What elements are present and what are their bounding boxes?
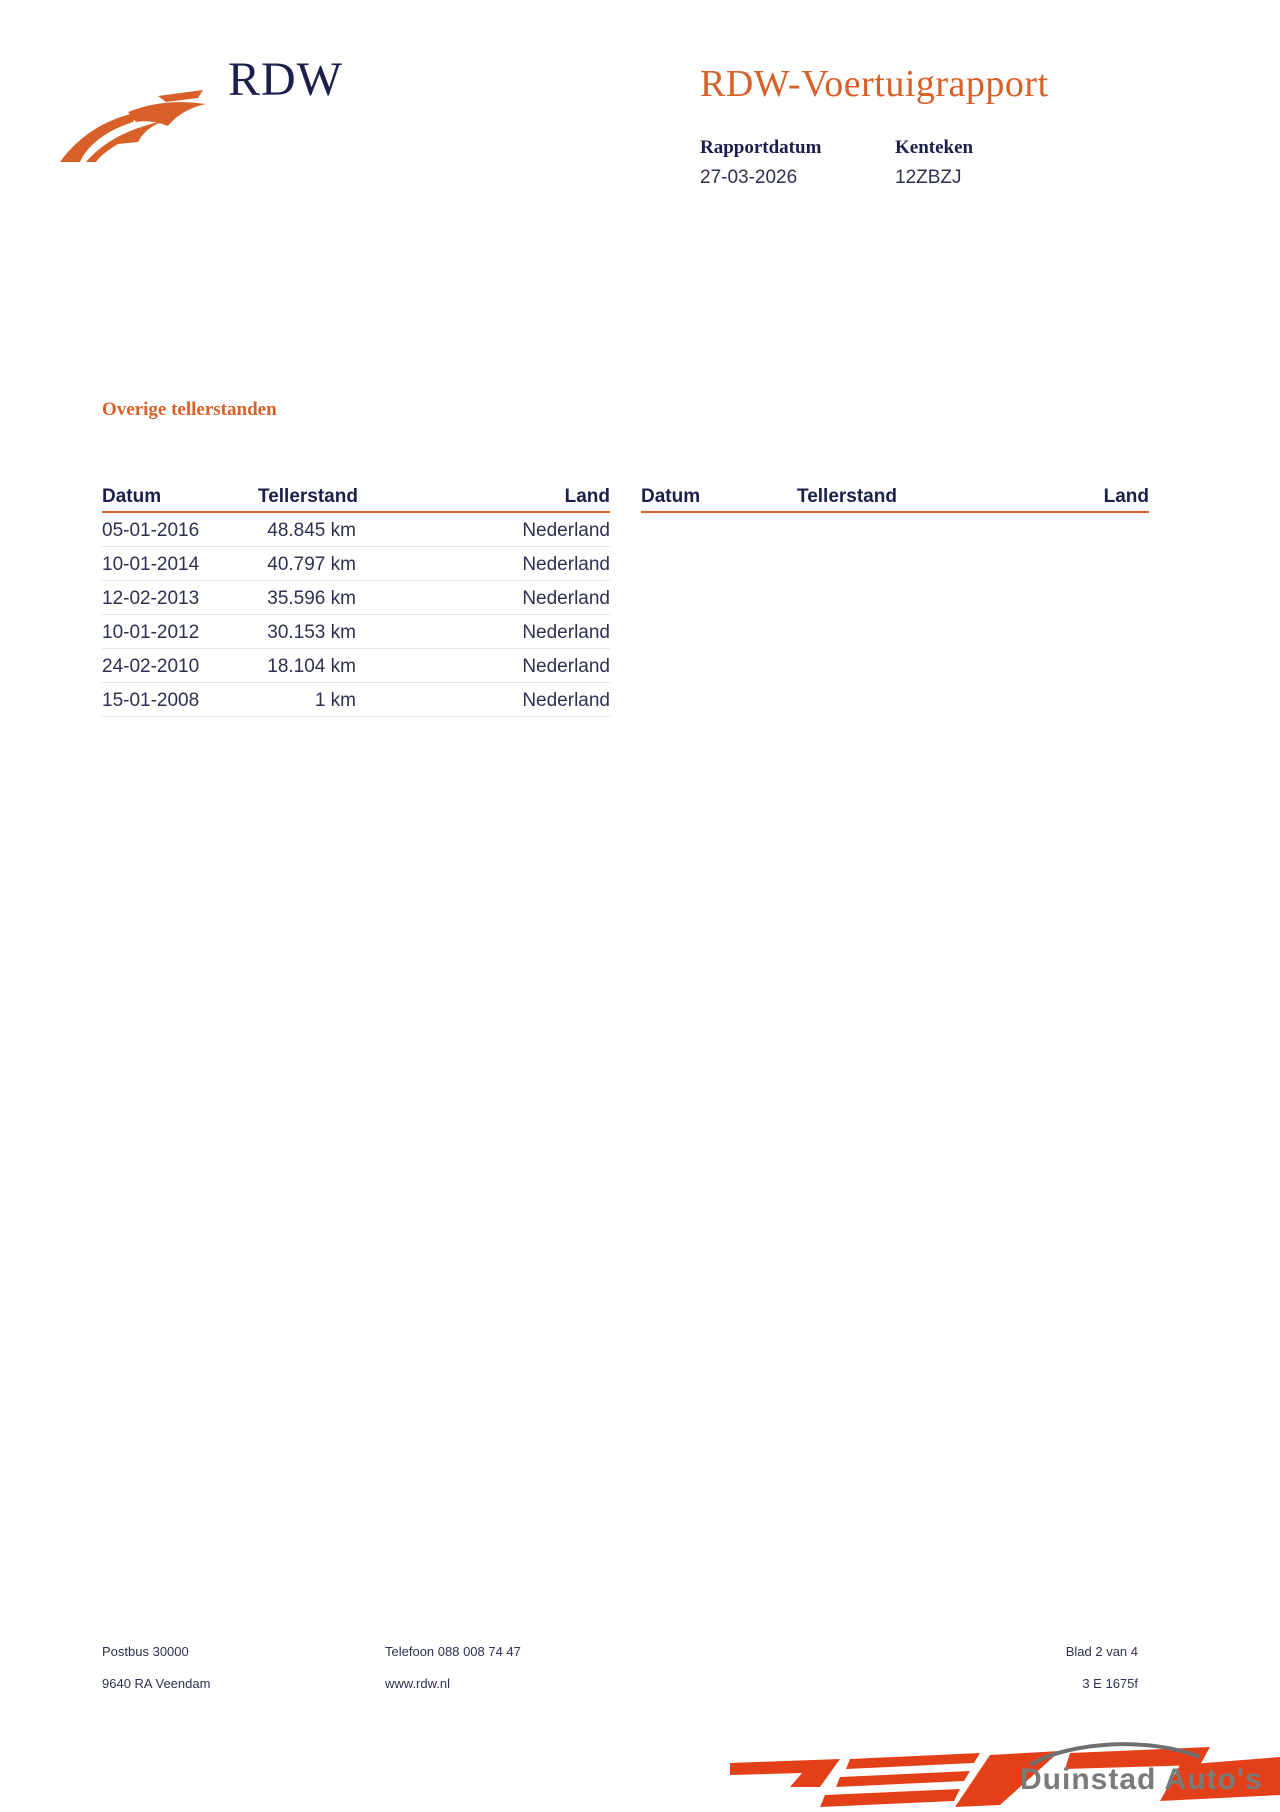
table-row	[102, 649, 610, 683]
cell-land: Nederland	[522, 588, 610, 609]
cell-land: Nederland	[522, 656, 610, 677]
cell-datum: 12-02-2013	[102, 588, 200, 609]
header-datum: Datum	[102, 486, 162, 507]
cell-land: Nederland	[522, 554, 610, 575]
rapportdatum-label: Rapportdatum	[700, 137, 822, 158]
table-row	[102, 683, 610, 717]
cell-land: Nederland	[522, 622, 610, 643]
odometer-table-left	[102, 486, 610, 717]
header-land: Land	[564, 486, 610, 507]
header-land: Land	[1103, 486, 1149, 507]
table-row	[102, 615, 610, 649]
cell-datum: 24-02-2010	[102, 656, 200, 677]
cell-tellerstand: 30.153 km	[267, 622, 356, 643]
footer-code: 3 E 1675f	[1082, 1676, 1138, 1691]
table-row	[102, 513, 610, 547]
table-row	[102, 581, 610, 615]
dealer-watermark-text: Duinstad Auto's	[1020, 1763, 1263, 1796]
rdw-logo-text: RDW	[228, 53, 343, 106]
dealer-watermark-logo	[730, 1735, 1280, 1812]
cell-datum: 15-01-2008	[102, 690, 200, 711]
table-row	[102, 547, 610, 581]
footer-postbus: Postbus 30000	[102, 1644, 189, 1659]
cell-land: Nederland	[522, 690, 610, 711]
rdw-logo	[58, 52, 358, 162]
cell-tellerstand: 40.797 km	[267, 554, 356, 575]
rdw-wing-icon	[58, 82, 208, 164]
header-tellerstand: Tellerstand	[258, 486, 358, 507]
footer-website[interactable]: www.rdw.nl	[385, 1676, 451, 1691]
cell-tellerstand: 1 km	[314, 690, 356, 711]
report-title: RDW-Voertuigrapport	[700, 63, 1049, 105]
cell-land: Nederland	[522, 520, 610, 541]
footer-page-number: Blad 2 van 4	[1065, 1644, 1138, 1659]
cell-tellerstand: 48.845 km	[267, 520, 356, 541]
odometer-table-right	[641, 486, 1149, 513]
header-datum: Datum	[641, 486, 701, 507]
cell-datum: 10-01-2014	[102, 554, 200, 575]
table-header	[102, 486, 610, 513]
header-tellerstand: Tellerstand	[797, 486, 897, 507]
rapportdatum-value: 27-03-2026	[700, 167, 798, 188]
cell-tellerstand: 18.104 km	[267, 656, 356, 677]
table-header	[641, 486, 1149, 513]
kenteken-label: Kenteken	[895, 137, 974, 158]
footer-address: 9640 RA Veendam	[102, 1676, 211, 1691]
footer-telefoon: Telefoon 088 008 74 47	[385, 1644, 521, 1659]
kenteken-value: 12ZBZJ	[895, 167, 962, 188]
table-body	[102, 513, 610, 717]
section-title: Overige tellerstanden	[102, 399, 277, 420]
cell-datum: 10-01-2012	[102, 622, 200, 643]
cell-datum: 05-01-2016	[102, 520, 200, 541]
cell-tellerstand: 35.596 km	[267, 588, 356, 609]
